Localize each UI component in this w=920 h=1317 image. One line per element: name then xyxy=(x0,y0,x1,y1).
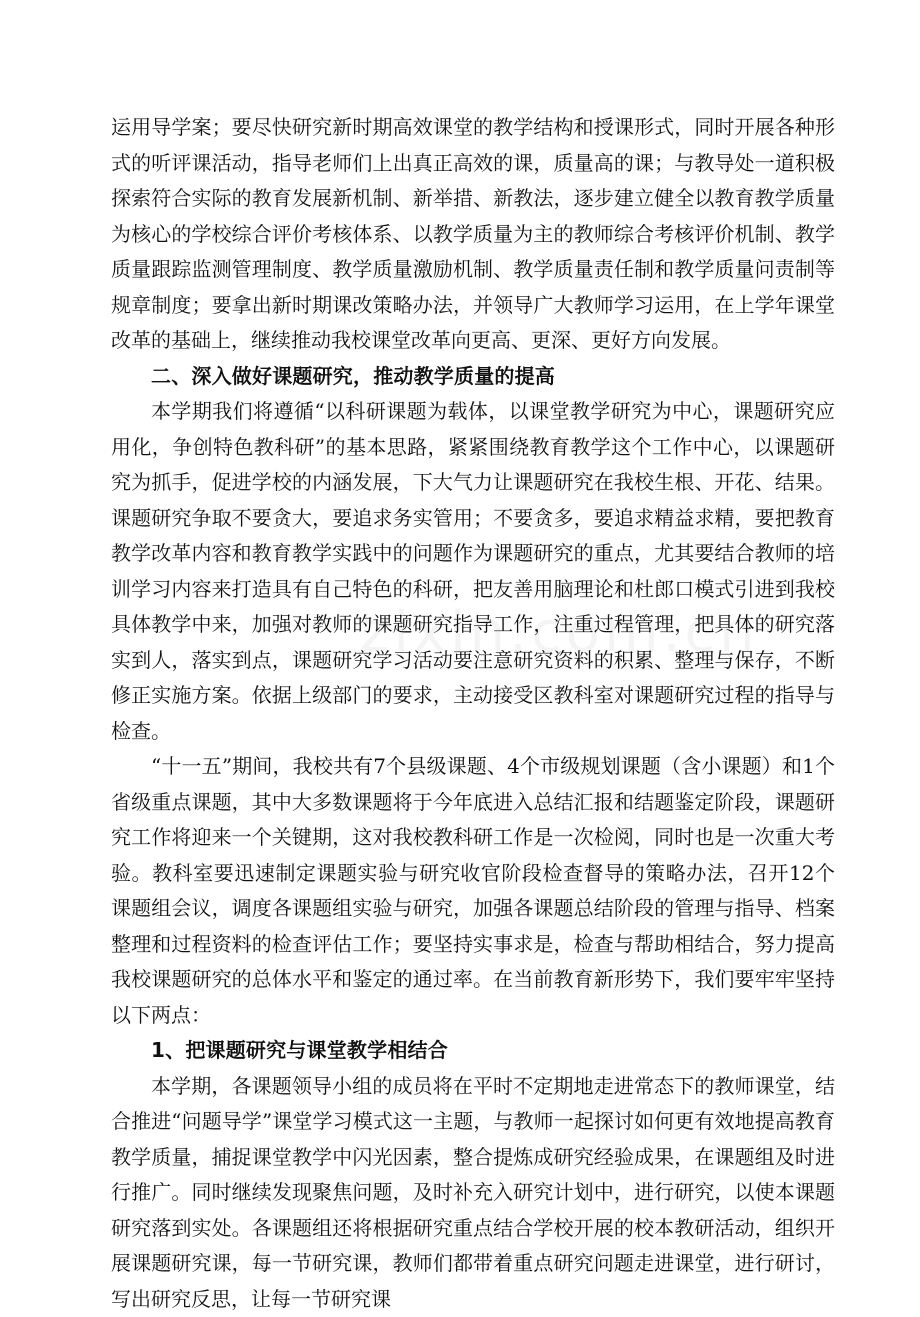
paragraph-classroom-research: 本学期，各课题领导小组的成员将在平时不定期地走进常态下的教师课堂，结合推进“问题导学”课堂学习模式这一主题，与教师一起探讨如何更有效地提高教育教学质量，捕捉课堂教学中闪光因素，整合提炼成研究经验成果，在课题组及时进行推广。同时继续发现聚焦问题，及时补充入研究计划中，进行研究，以使本课题研究落到实处。各课题组还将根据研究重点结合学校开展的校本教研活动，组织开展课题研究课，每一节研究课，教师们都带着重点研究问题走进课堂，进行研讨，写出研究反思，让每一节研究课 xyxy=(111,1069,835,1317)
paragraph-continuation: 运用导学案；要尽快研究新时期高效课堂的教学结构和授课形式，同时开展各种形式的听评课活动，指导老师们上出真正高效的课，质量高的课；与教导处一道积极探索符合实际的教育发展新机制、新举措、新教法，逐步建立健全以教育教学质量为核心的学校综合评价考核体系、以教学质量为主的教师综合考核评价机制、教学质量跟踪监测管理制度、教学质量激励机制、教学质量责任制和教学质量问责制等规章制度；要拿出新时期课改策略办法，并领导广大教师学习运用，在上学年课堂改革的基础上，继续推动我校课堂改革向更高、更深、更好方向发展。 xyxy=(111,110,835,359)
subheading-1: 1、把课题研究与课堂教学相结合 xyxy=(111,1033,835,1069)
section-heading-2: 二、深入做好课题研究，推动教学质量的提高 xyxy=(111,359,835,395)
paragraph-research-approach: 本学期我们将遵循“以科研课题为载体，以课堂教学研究为中心，课题研究应用化，争创特色教科研”的基本思路，紧紧围绕教育教学这个工作中心，以课题研究为抓手，促进学校的内涵发展，下大气力让课题研究在我校生根、开花、结果。课题研究争取不要贪大，要追求务实管用；不要贪多，要追求精益求精，要把教育教学改革内容和教育教学实践中的问题作为课题研究的重点，尤其要结合教师的培训学习内容来打造具有自己特色的科研，把友善用脑理论和杜郎口模式引进到我校具体教学中来，加强对教师的课题研究指导工作，注重过程管理，把具体的研究落实到人，落实到点，课题研究学习活动要注意研究资料的积累、整理与保存，不断修正实施方案。依据上级部门的要求，主动接受区教科室对课题研究过程的指导与检查。 xyxy=(111,394,835,749)
document-body xyxy=(111,110,835,1317)
paragraph-eleventh-five-year: “十一五”期间，我校共有7个县级课题、4个市级规划课题（含小课题）和1个省级重点课题，其中大多数课题将于今年底进入总结汇报和结题鉴定阶段，课题研究工作将迎来一个关键期，这对我校教科研工作是一次检阅，同时也是一次重大考验。教科室要迅速制定课题实验与研究收官阶段检查督导的策略办法，召开12个课题组会议，调度各课题组实验与研究，加强各课题总结阶段的管理与指导、档案整理和过程资料的检查评估工作；要坚持实事求是，检查与帮助相结合，努力提高我校课题研究的总体水平和鉴定的通过率。在当前教育新形势下，我们要牢牢坚持以下两点： xyxy=(111,749,835,1033)
